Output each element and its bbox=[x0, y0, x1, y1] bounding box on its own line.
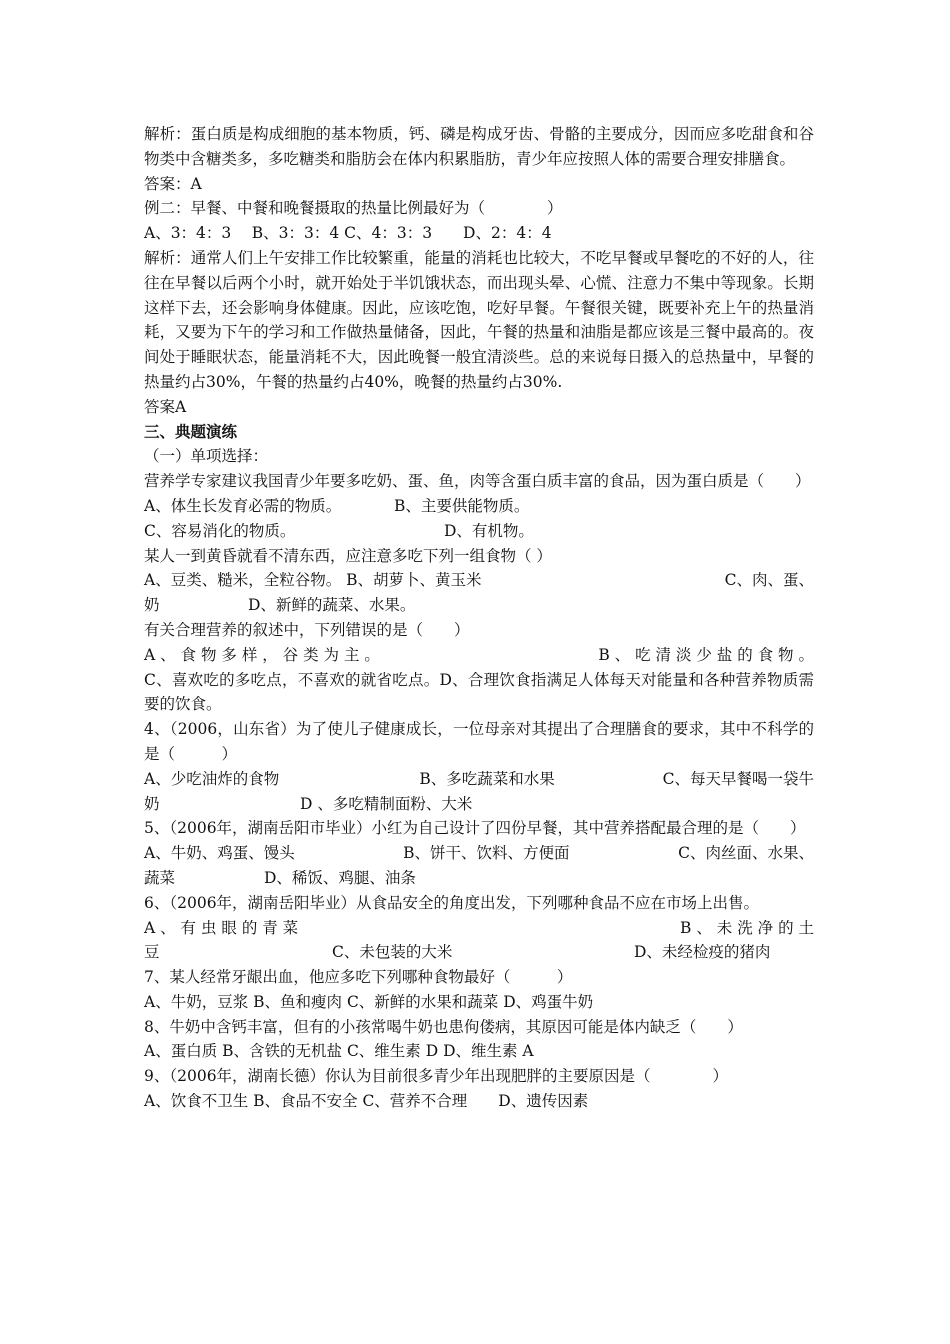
question-7-options: A、牛奶，豆浆 B、鱼和瘦肉 C、新鲜的水果和蔬菜 D、鸡蛋牛奶 bbox=[144, 992, 594, 1011]
question-3: 有关合理营养的叙述中，下列错误的是（ ） bbox=[144, 620, 470, 639]
answer-1: 答案：A bbox=[144, 174, 202, 193]
question-9-options: A、饮食不卫生 B、食品不安全 C、营养不合理 D、遗传因素 bbox=[144, 1092, 589, 1111]
question-2: 某人一到黄昏就看不清东西，应注意多吃下列一组食物（ ） bbox=[144, 546, 552, 565]
question-2-options-row-2 bbox=[144, 593, 814, 618]
option-d: D、新鲜的蔬菜、水果。 bbox=[248, 596, 416, 615]
subsection-heading: （一）单项选择： bbox=[144, 447, 269, 466]
example-2-options: A、3：4：3 B、3：3：4 C、4：3：3 D、2：4：4 bbox=[144, 224, 552, 243]
option-b: B 、 未 洗 净 的 土 bbox=[680, 918, 814, 937]
option-c: C、容易消化的物质。 bbox=[144, 521, 296, 540]
option-b: B、多吃蔬菜和水果 bbox=[419, 769, 555, 788]
question-7: 7、某人经常牙龈出血，他应多吃下列哪种食物最好（ ） bbox=[144, 968, 573, 987]
option-c: C、每天早餐喝一袋牛 bbox=[662, 769, 814, 788]
option-a: A 、 有 虫 眼 的 青 菜 bbox=[144, 918, 299, 937]
question-6-options-row-1 bbox=[144, 916, 814, 941]
question-5: 5、（2006年，湖南岳阳市毕业）小红为自己设计了四份早餐，其中营养搭配最合理的是（ ） bbox=[144, 819, 806, 838]
question-8-options: A、蛋白质 B、含铁的无机盐 C、维生素 D D、维生素 A bbox=[144, 1042, 534, 1061]
option-c: C、肉、蛋、 bbox=[724, 571, 814, 590]
option-c: C、肉丝面、水果、 bbox=[678, 844, 814, 863]
analysis-2: 解析：通常人们上午安排工作比较繁重，能量的消耗也比较大，不吃早餐或早餐吃的不好的人，往往在早餐以后两个小时，就开始处于半饥饿状态，而出现头晕、心慌、注意力不集中等现象。长期这样下去，还会影响身体健康。因此，应该吃饱，吃好早餐。午餐很关键，既要补充上午的热量消耗，又要为下午的学习和工作做热量储备，因此，午餐的热量和油脂是都应该是三餐中最高的。夜间处于睡眠状态，能量消耗不大，因此晚餐一般宜清淡些。总的来说每日摄入的总热量中，早餐的热量约占30%，午餐的热量约占40%，晚餐的热量约占30%. bbox=[144, 248, 814, 391]
question-3-options-row-1 bbox=[144, 643, 814, 668]
example-2-question: 例二：早餐、中餐和晚餐摄取的热量比例最好为（ ） bbox=[144, 199, 563, 218]
question-6-options-row-2 bbox=[144, 940, 814, 965]
option-a bbox=[144, 568, 482, 593]
option-c: C、未包装的大米 bbox=[332, 943, 453, 962]
question-6: 6、（2006年，湖南岳阳毕业）从食品安全的角度出发，下列哪种食品不应在市场上出售。 bbox=[144, 893, 760, 912]
question-1: 营养学专家建议我国青少年要多吃奶、蛋、鱼，肉等含蛋白质丰富的食品，因为蛋白质是（ ） bbox=[144, 472, 811, 491]
option-a: A 、 食 物 多 样 ， 谷 类 为 主 。 bbox=[144, 645, 380, 664]
option-c-cont: 奶 bbox=[144, 596, 160, 615]
option-a-text: A、豆类、糙米，全粒谷物。 bbox=[144, 571, 342, 590]
option-a: A、牛奶、鸡蛋、馒头 bbox=[144, 844, 295, 863]
option-b: B 、 吃 清 淡 少 盐 的 食 物 。 bbox=[598, 645, 814, 664]
option-b: B、胡萝卜、黄玉米 bbox=[346, 571, 482, 590]
question-8: 8、牛奶中含钙丰富，但有的小孩常喝牛奶也患佝偻病，其原因可能是体内缺乏（ ） bbox=[144, 1017, 743, 1036]
question-9: 9、（2006年，湖南长德）你认为目前很多青少年出现肥胖的主要原因是（ ） bbox=[144, 1067, 729, 1086]
question-1-options-row-1 bbox=[144, 494, 814, 519]
option-a: A、少吃油炸的食物 bbox=[144, 769, 280, 788]
option-d: D、未经检疫的猪肉 bbox=[634, 943, 771, 962]
question-4: 4、（2006，山东省）为了使儿子健康成长，一位母亲对其提出了合理膳食的要求，其中不科学的是（ ） bbox=[144, 720, 814, 763]
question-1-options-row-2 bbox=[144, 519, 814, 544]
question-5-options-row-1 bbox=[144, 841, 814, 866]
question-5-options-row-2 bbox=[144, 866, 814, 891]
option-d: D、稀饭、鸡腿、油条 bbox=[264, 868, 416, 887]
option-c-cont: 奶 bbox=[144, 794, 160, 813]
option-a: A、体生长发育必需的物质。 bbox=[144, 496, 342, 515]
option-d: D 、多吃精制面粉、大米 bbox=[300, 794, 473, 813]
document-page bbox=[144, 122, 814, 1114]
analysis-1: 解析：蛋白质是构成细胞的基本物质，钙、磷是构成牙齿、骨骼的主要成分，因而应多吃甜食和谷物类中含糖类多，多吃糖类和脂肪会在体内积累脂肪，青少年应按照人体的需要合理安排膳食。 bbox=[144, 125, 814, 168]
section-heading: 三、典题演练 bbox=[144, 421, 238, 441]
question-2-options-row-1 bbox=[144, 568, 814, 593]
question-3-options-cd: C、喜欢吃的多吃点，不喜欢的就省吃点。D、合理饮食指满足人体每天对能量和各种营养物质需要的饮食。 bbox=[144, 670, 814, 714]
answer-2: 答案A bbox=[144, 397, 187, 416]
option-b: B、主要供能物质。 bbox=[394, 496, 530, 515]
option-d: D、有机物。 bbox=[444, 521, 534, 540]
option-b: B、饼干、饮料、方便面 bbox=[403, 844, 570, 863]
option-b-cont: 豆 bbox=[144, 943, 160, 962]
question-4-options-row-1 bbox=[144, 767, 814, 792]
option-c-cont: 蔬菜 bbox=[144, 868, 176, 887]
question-4-options-row-2 bbox=[144, 792, 814, 817]
